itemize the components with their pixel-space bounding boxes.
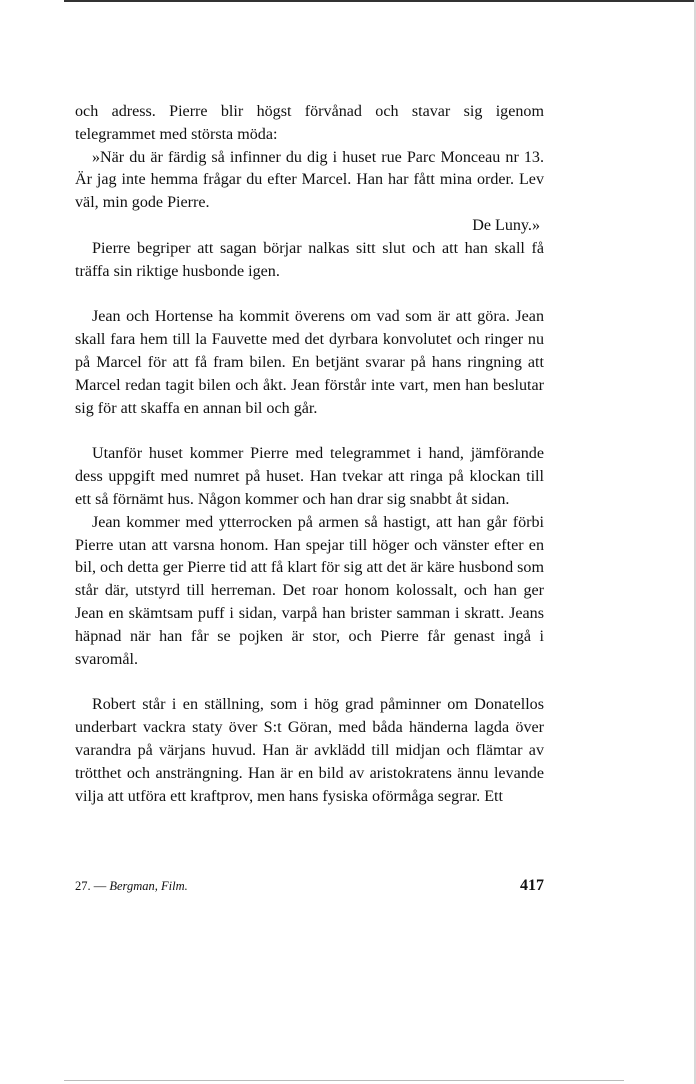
paragraph: Robert står i en ställning, som i hög grad påminner om Donatellos underbart vackra staty över S:t Göran, med båda händerna lagda över varandra på värjans huvud. Han är avklädd till midjan och flämtar av trötthet och ansträngning. Han är en bild av aristokratens ännu levande vilja att utföra ett kraftprov, men hans fysiska oförmåga segrar. Ett bbox=[75, 696, 544, 805]
page-number: 417 bbox=[520, 877, 544, 894]
book-reference: Bergman, Film. bbox=[109, 879, 188, 893]
scan-edge-top bbox=[64, 0, 696, 2]
paragraph: Jean kommer med ytterrocken på armen så hastigt, att han går förbi Pierre utan att varsna honom. Han spejar till höger och vänster efter en bil, och detta ger Pierre tid att få klart för sig att det är käre husbond som står där, utstyrd till herreman. Det roar honom kolossalt, och han ger Jean en skämtsam puff i sidan, varpå han brister samman i skratt. Jeans häpnad när han får se pojken är stor, och Pierre får genast ingå i svaromål. bbox=[75, 513, 544, 668]
paragraph: och adress. Pierre blir högst förvånad och stavar sig igenom telegrammet med största möda: bbox=[75, 103, 544, 143]
paragraph: Pierre begriper att sagan börjar nalkas sitt slut och att han skall få träffa sin riktige husbonde igen. bbox=[75, 239, 544, 280]
signature-number: 27. — bbox=[75, 879, 107, 893]
scan-edge-bottom bbox=[64, 1080, 624, 1081]
telegram-text: »När du är färdig så infinner du dig i huset rue Parc Monceau nr 13. Är jag inte hemma frågar du efter Marcel. Han har fått mina order. Lev väl, min gode Pierre. bbox=[75, 148, 544, 212]
signature-mark bbox=[75, 879, 188, 894]
paragraph: Utanför huset kommer Pierre med telegrammet i hand, jämförande dess uppgift med numret på huset. Han tvekar att ringa på klockan till ett så förnämt hus. Någon kommer och han drar sig snabbt åt sidan. bbox=[75, 445, 544, 508]
paragraph: Jean och Hortense ha kommit överens om vad som är att göra. Jean skall fara hem till la Fauvette med det dyrbara konvolutet och ringer nu på Marcel för att få fram bilen. En betjänt svarar på hans ringning att Marcel redan tagit bilen och åkt. Jean förstår inte vart, men han beslutar sig för att skaffa en annan bil och går. bbox=[75, 308, 544, 417]
body-text bbox=[75, 101, 544, 808]
telegram-signature: De Luny.» bbox=[472, 216, 540, 234]
